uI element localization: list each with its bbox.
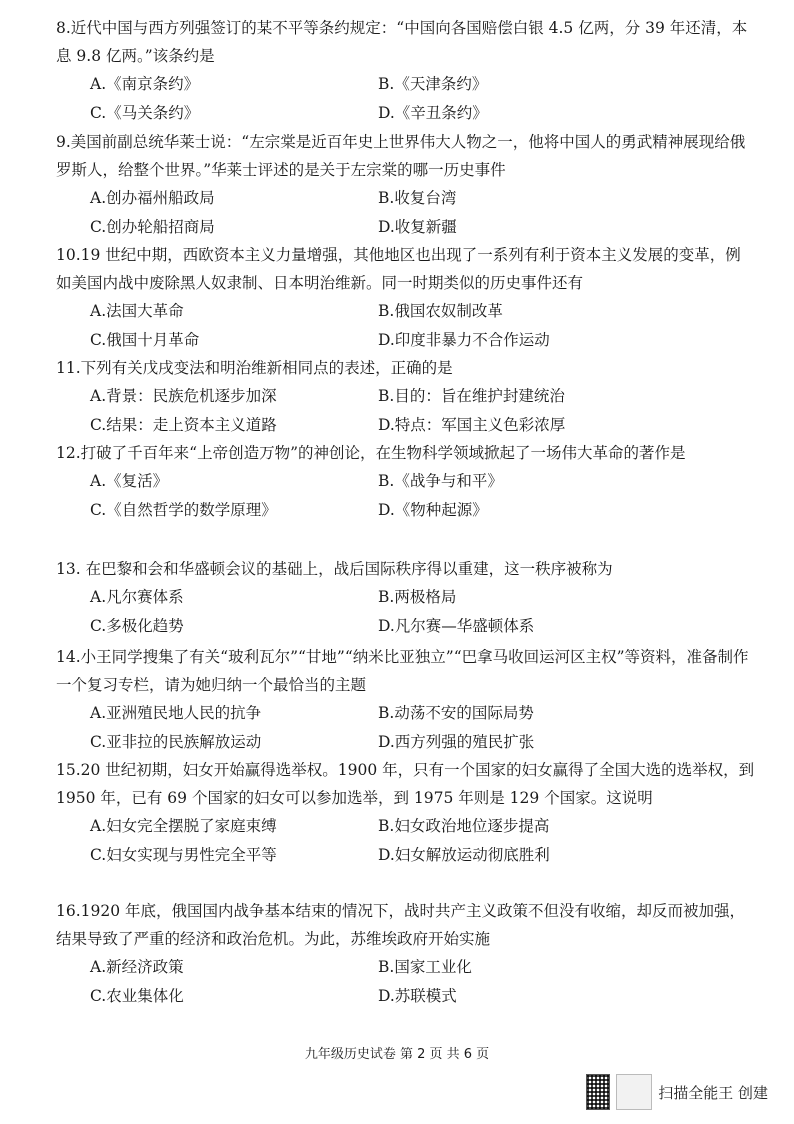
option-grid xyxy=(90,467,756,525)
question-14 xyxy=(56,643,756,757)
question-13 xyxy=(56,555,756,641)
option-grid xyxy=(90,583,756,641)
option-a: A.《复活》 xyxy=(90,472,169,490)
question-stem: 11.下列有关戊戌变法和明治维新相同点的表述，正确的是 xyxy=(56,359,453,377)
option-a: A.《南京条约》 xyxy=(90,75,200,93)
qr-code-icon xyxy=(586,1074,610,1110)
question-9 xyxy=(56,128,756,242)
option-b: B.《天津条约》 xyxy=(378,75,488,93)
option-c: C.《自然哲学的数学原理》 xyxy=(90,501,277,519)
option-b: B.动荡不安的国际局势 xyxy=(378,704,534,722)
option-d: D.凡尔赛—华盛顿体系 xyxy=(378,617,535,635)
option-b: B.收复台湾 xyxy=(378,189,457,207)
option-b: B.俄国农奴制改革 xyxy=(378,302,503,320)
option-c: C.多极化趋势 xyxy=(90,617,184,635)
option-grid xyxy=(90,382,756,440)
question-stem: 8.近代中国与西方列强签订的某不平等条约规定：“中国向各国赔偿白银 4.5 亿两，分 39 年还清，本息 9.8 亿两。”该条约是 xyxy=(56,19,748,65)
option-c: C.结果：走上资本主义道路 xyxy=(90,416,277,434)
option-c: C.亚非拉的民族解放运动 xyxy=(90,733,262,751)
option-c: C.妇女实现与男性完全平等 xyxy=(90,846,277,864)
option-c: C.创办轮船招商局 xyxy=(90,218,215,236)
option-a: A.背景：民族危机逐步加深 xyxy=(90,387,277,405)
option-grid xyxy=(90,812,756,870)
option-a: A.法国大革命 xyxy=(90,302,184,320)
option-grid xyxy=(90,70,756,128)
option-a: A.凡尔赛体系 xyxy=(90,588,184,606)
question-stem: 16.1920 年底，俄国国内战争基本结束的情况下，战时共产主义政策不但没有收缩，却反而被加强，结果导致了严重的经济和政治危机。为此，苏维埃政府开始实施 xyxy=(56,902,746,948)
option-b: B.妇女政治地位逐步提高 xyxy=(378,817,550,835)
option-grid xyxy=(90,297,756,355)
option-d: D.苏联模式 xyxy=(378,987,457,1005)
question-12 xyxy=(56,439,756,525)
question-16 xyxy=(56,897,756,1011)
question-stem: 9.美国前副总统华莱士说：“左宗棠是近百年史上世界伟大人物之一，他将中国人的勇武精神展现给俄罗斯人，给整个世界。”华莱士评述的是关于左宗棠的哪一历史事件 xyxy=(56,133,746,179)
option-b: B.两极格局 xyxy=(378,588,457,606)
option-grid xyxy=(90,953,756,1011)
question-15 xyxy=(56,756,756,870)
option-d: D.特点：军国主义色彩浓厚 xyxy=(378,416,566,434)
question-stem: 13. 在巴黎和会和华盛顿会议的基础上，战后国际秩序得以重建，这一秩序被称为 xyxy=(56,560,613,578)
question-stem: 12.打破了千百年来“上帝创造万物”的神创论，在生物科学领域掀起了一场伟大革命的著作是 xyxy=(56,444,686,462)
option-a: A.亚洲殖民地人民的抗争 xyxy=(90,704,262,722)
option-grid xyxy=(90,184,756,242)
option-b: B.目的：旨在维护封建统治 xyxy=(378,387,565,405)
question-stem: 10.19 世纪中期，西欧资本主义力量增强，其他地区也出现了一系列有利于资本主义发展的变革，例如美国内战中废除黑人奴隶制、日本明治维新。同一时期类似的历史事件还有 xyxy=(56,246,741,292)
option-d: D.收复新疆 xyxy=(378,218,457,236)
option-a: A.新经济政策 xyxy=(90,958,184,976)
option-c: C.农业集体化 xyxy=(90,987,184,1005)
question-10 xyxy=(56,241,756,355)
question-stem: 15.20 世纪初期，妇女开始赢得选举权。1900 年，只有一个国家的妇女赢得了全国大选的选举权，到 1950 年，已有 69 个国家的妇女可以参加选举，到 1975 年则是 129 个国家。这说明 xyxy=(56,761,755,807)
option-b: B.国家工业化 xyxy=(378,958,472,976)
option-c: C.《马关条约》 xyxy=(90,104,200,122)
option-d: D.《物种起源》 xyxy=(378,501,488,519)
question-11 xyxy=(56,354,756,440)
option-d: D.西方列强的殖民扩张 xyxy=(378,733,535,751)
option-a: A.妇女完全摆脱了家庭束缚 xyxy=(90,817,277,835)
scanner-watermark xyxy=(586,1074,768,1110)
app-logo-icon xyxy=(616,1074,652,1110)
watermark-text: 扫描全能王 创建 xyxy=(658,1083,768,1102)
option-d: D.《辛丑条约》 xyxy=(378,104,488,122)
page-footer: 九年级历史试卷 第 2 页 共 6 页 xyxy=(304,1047,490,1062)
option-a: A.创办福州船政局 xyxy=(90,189,215,207)
option-d: D.妇女解放运动彻底胜利 xyxy=(378,846,550,864)
option-c: C.俄国十月革命 xyxy=(90,331,200,349)
option-d: D.印度非暴力不合作运动 xyxy=(378,331,550,349)
option-grid xyxy=(90,699,756,757)
question-stem: 14.小王同学搜集了有关“玻利瓦尔”“甘地”“纳米比亚独立”“巴拿马收回运河区主权”等资料，准备制作一个复习专栏，请为她归纳一个最恰当的主题 xyxy=(56,648,749,694)
option-b: B.《战争与和平》 xyxy=(378,472,503,490)
question-8 xyxy=(56,14,756,128)
